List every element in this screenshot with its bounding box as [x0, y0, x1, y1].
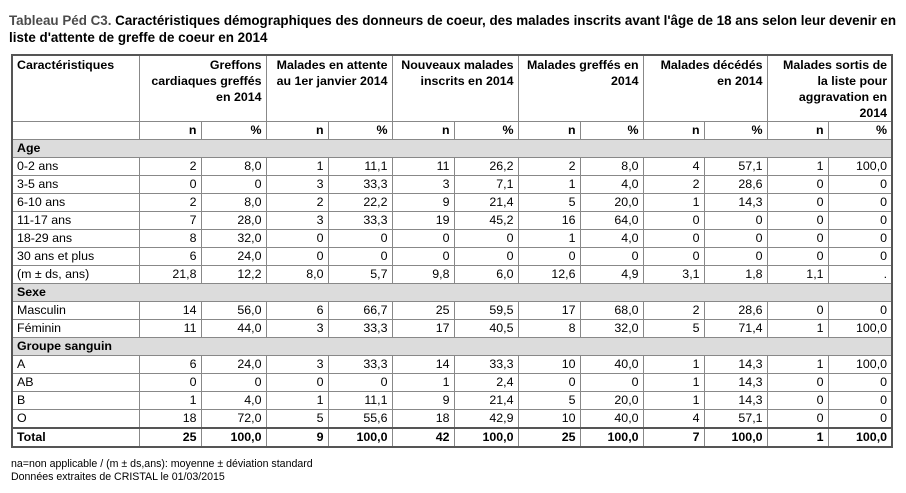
table-cell: 14,3 [704, 392, 767, 410]
table-cell: 33,3 [328, 212, 392, 230]
table-cell: 1,8 [704, 266, 767, 284]
table-cell: 0 [580, 248, 643, 266]
table-cell: 7 [643, 428, 704, 447]
table-cell: 1 [392, 374, 454, 392]
subheader-n: n [643, 122, 704, 140]
row-label: 0-2 ans [12, 158, 139, 176]
table-cell: 0 [580, 374, 643, 392]
table-cell: 0 [328, 374, 392, 392]
table-cell: 100,0 [704, 428, 767, 447]
table-cell: 2 [266, 194, 328, 212]
row-label: Féminin [12, 320, 139, 338]
table-cell: 1 [266, 392, 328, 410]
table-cell: 45,2 [454, 212, 518, 230]
section-title: Sexe [12, 284, 892, 302]
table-cell: 100,0 [828, 428, 892, 447]
column-header-greffes: Malades greffés en 2014 [518, 55, 643, 122]
table-cell: 5,7 [328, 266, 392, 284]
table-cell: 8,0 [580, 158, 643, 176]
table-cell: 0 [518, 248, 580, 266]
table-cell: 5 [518, 194, 580, 212]
table-cell: 68,0 [580, 302, 643, 320]
table-cell: 0 [767, 230, 828, 248]
table-cell: 0 [328, 248, 392, 266]
table-cell: 17 [392, 320, 454, 338]
table-cell: 4,0 [580, 176, 643, 194]
table-cell: 100,0 [328, 428, 392, 447]
table-cell: 6 [266, 302, 328, 320]
table-row [12, 392, 892, 410]
subheader-n: n [392, 122, 454, 140]
row-label: 3-5 ans [12, 176, 139, 194]
table-cell: 0 [828, 374, 892, 392]
table-cell: 1 [518, 176, 580, 194]
table-cell: 21,4 [454, 194, 518, 212]
table-cell: 22,2 [328, 194, 392, 212]
table-cell: 40,0 [580, 410, 643, 429]
table-cell: 19 [392, 212, 454, 230]
table-title [9, 12, 899, 46]
table-cell: 14,3 [704, 194, 767, 212]
table-cell: 8,0 [266, 266, 328, 284]
subheader-n: n [518, 122, 580, 140]
table-cell: 59,5 [454, 302, 518, 320]
table-cell: 11 [139, 320, 201, 338]
table-cell: 1 [139, 392, 201, 410]
table-cell: 3 [266, 320, 328, 338]
table-cell: 2 [643, 302, 704, 320]
table-cell: 0 [767, 248, 828, 266]
table-cell: 17 [518, 302, 580, 320]
subheader-n: n [767, 122, 828, 140]
table-cell: 0 [828, 176, 892, 194]
table-cell: . [828, 266, 892, 284]
table-cell: 3,1 [643, 266, 704, 284]
row-label: 11-17 ans [12, 212, 139, 230]
table-caption: Caractéristiques démographiques des donneurs de coeur, des malades inscrits avant l'âge de 18 ans selon leur devenir en liste d'attente de greffe de coeur en 2014 [9, 13, 897, 45]
table-cell: 1 [767, 158, 828, 176]
row-label: AB [12, 374, 139, 392]
subheader-n: n [139, 122, 201, 140]
table-cell: 11 [392, 158, 454, 176]
table-cell: 25 [139, 428, 201, 447]
row-label: 6-10 ans [12, 194, 139, 212]
table-cell: 32,0 [580, 320, 643, 338]
table-row [12, 374, 892, 392]
table-cell: 9 [392, 194, 454, 212]
row-label: O [12, 410, 139, 429]
table-cell: 0 [454, 230, 518, 248]
table-cell: 66,7 [328, 302, 392, 320]
table-cell: 1 [518, 230, 580, 248]
table-cell: 12,2 [201, 266, 266, 284]
table-cell: 0 [392, 230, 454, 248]
table-row [12, 230, 892, 248]
table-cell: 33,3 [454, 356, 518, 374]
table-cell: 10 [518, 356, 580, 374]
table-cell: 9 [266, 428, 328, 447]
table-cell: 24,0 [201, 356, 266, 374]
table-cell: 0 [328, 230, 392, 248]
table-cell: 0 [704, 230, 767, 248]
table-cell: 55,6 [328, 410, 392, 429]
table-cell: 100,0 [828, 158, 892, 176]
table-cell: 25 [392, 302, 454, 320]
table-cell: 10 [518, 410, 580, 429]
table-cell: 20,0 [580, 194, 643, 212]
table-cell: 42 [392, 428, 454, 447]
table-cell: 0 [767, 410, 828, 429]
table-cell: 0 [643, 230, 704, 248]
table-cell: 9 [392, 392, 454, 410]
table-cell: 4 [643, 410, 704, 429]
table-cell: 7,1 [454, 176, 518, 194]
table-cell: 0 [704, 212, 767, 230]
total-row [12, 428, 892, 447]
table-cell: 3 [266, 356, 328, 374]
table-cell: 14,3 [704, 374, 767, 392]
table-cell: 0 [139, 176, 201, 194]
table-cell: 33,3 [328, 176, 392, 194]
table-cell: 1 [643, 392, 704, 410]
table-cell: 0 [201, 374, 266, 392]
table-cell: 57,1 [704, 158, 767, 176]
column-header-greffons: Greffons cardiaques greffés en 2014 [139, 55, 266, 122]
row-label: Total [12, 428, 139, 447]
table-cell: 44,0 [201, 320, 266, 338]
table-cell: 33,3 [328, 320, 392, 338]
table-cell: 0 [767, 176, 828, 194]
table-cell: 5 [518, 392, 580, 410]
table-cell: 28,0 [201, 212, 266, 230]
row-label: 30 ans et plus [12, 248, 139, 266]
subheader-n: n [266, 122, 328, 140]
table-cell: 6,0 [454, 266, 518, 284]
section-row [12, 284, 892, 302]
table-row [12, 302, 892, 320]
subheader-percent: % [704, 122, 767, 140]
table-cell: 0 [767, 212, 828, 230]
subheader-percent: % [828, 122, 892, 140]
table-cell: 0 [266, 230, 328, 248]
table-cell: 2 [518, 158, 580, 176]
table-cell: 6 [139, 248, 201, 266]
table-cell: 0 [828, 410, 892, 429]
table-cell: 18 [139, 410, 201, 429]
subheader-row [12, 122, 892, 140]
table-cell: 11,1 [328, 158, 392, 176]
table-cell: 3 [266, 176, 328, 194]
table-cell: 33,3 [328, 356, 392, 374]
row-label: (m ± ds, ans) [12, 266, 139, 284]
table-cell: 100,0 [454, 428, 518, 447]
table-cell: 20,0 [580, 392, 643, 410]
table-cell: 2 [139, 158, 201, 176]
column-header-sortis: Malades sortis de la liste pour aggravation en 2014 [767, 55, 892, 122]
table-cell: 42,9 [454, 410, 518, 429]
table-cell: 0 [828, 212, 892, 230]
table-cell: 1 [266, 158, 328, 176]
table-cell: 100,0 [828, 320, 892, 338]
table-cell: 100,0 [201, 428, 266, 447]
table-cell: 1 [643, 194, 704, 212]
table-cell: 100,0 [828, 356, 892, 374]
table-cell: 3 [266, 212, 328, 230]
table-cell: 2 [139, 194, 201, 212]
header-row [12, 55, 892, 122]
table-cell: 0 [828, 302, 892, 320]
section-row [12, 140, 892, 158]
subheader-percent: % [201, 122, 266, 140]
table-cell: 28,6 [704, 176, 767, 194]
table-cell: 0 [266, 374, 328, 392]
subheader-percent: % [580, 122, 643, 140]
table-cell: 71,4 [704, 320, 767, 338]
table-cell: 14 [139, 302, 201, 320]
table-cell: 14 [392, 356, 454, 374]
footnote-abbreviations: na=non applicable / (m ± ds,ans): moyenne ± déviation standard [11, 458, 313, 470]
table-cell: 0 [392, 248, 454, 266]
table-row [12, 212, 892, 230]
subheader-empty [12, 122, 139, 140]
table-cell: 26,2 [454, 158, 518, 176]
table-cell: 8 [518, 320, 580, 338]
table-cell: 1 [767, 428, 828, 447]
table-cell: 0 [518, 374, 580, 392]
table-cell: 40,5 [454, 320, 518, 338]
table-cell: 21,8 [139, 266, 201, 284]
table-number: Tableau Péd C3. [9, 13, 112, 28]
table-cell: 1 [643, 356, 704, 374]
table-cell: 11,1 [328, 392, 392, 410]
table-cell: 25 [518, 428, 580, 447]
table-cell: 0 [266, 248, 328, 266]
table-cell: 8,0 [201, 158, 266, 176]
table-cell: 0 [767, 374, 828, 392]
footnote-source: Données extraites de CRISTAL le 01/03/2015 [11, 471, 225, 483]
table-row [12, 194, 892, 212]
table-cell: 2,4 [454, 374, 518, 392]
table-cell: 0 [454, 248, 518, 266]
table-cell: 4,0 [201, 392, 266, 410]
table-cell: 0 [139, 374, 201, 392]
section-title: Groupe sanguin [12, 338, 892, 356]
table-cell: 16 [518, 212, 580, 230]
table-row [12, 176, 892, 194]
table-cell: 1 [643, 374, 704, 392]
table-row [12, 158, 892, 176]
row-label: 18-29 ans [12, 230, 139, 248]
table-cell: 5 [266, 410, 328, 429]
table-cell: 100,0 [580, 428, 643, 447]
table-cell: 7 [139, 212, 201, 230]
row-label: Masculin [12, 302, 139, 320]
table-cell: 57,1 [704, 410, 767, 429]
data-table [11, 54, 893, 448]
table-row [12, 410, 892, 429]
table-cell: 40,0 [580, 356, 643, 374]
table-cell: 72,0 [201, 410, 266, 429]
table-cell: 0 [828, 230, 892, 248]
table-cell: 0 [643, 212, 704, 230]
table-cell: 0 [704, 248, 767, 266]
table-cell: 6 [139, 356, 201, 374]
table-row [12, 266, 892, 284]
column-header-nouveaux: Nouveaux malades inscrits en 2014 [392, 55, 518, 122]
table-cell: 1 [767, 320, 828, 338]
table-cell: 64,0 [580, 212, 643, 230]
subheader-percent: % [328, 122, 392, 140]
subheader-percent: % [454, 122, 518, 140]
table-cell: 0 [767, 302, 828, 320]
table-cell: 18 [392, 410, 454, 429]
table-row [12, 248, 892, 266]
table-cell: 0 [643, 248, 704, 266]
table-cell: 1 [767, 356, 828, 374]
table-cell: 56,0 [201, 302, 266, 320]
row-label: A [12, 356, 139, 374]
table-cell: 0 [767, 392, 828, 410]
table-cell: 32,0 [201, 230, 266, 248]
column-header-decedes: Malades décédés en 2014 [643, 55, 767, 122]
table-cell: 8,0 [201, 194, 266, 212]
table-cell: 2 [643, 176, 704, 194]
table-cell: 9,8 [392, 266, 454, 284]
table-cell: 4,0 [580, 230, 643, 248]
table-cell: 0 [828, 392, 892, 410]
table-cell: 3 [392, 176, 454, 194]
table-cell: 0 [767, 194, 828, 212]
table-cell: 1,1 [767, 266, 828, 284]
table-cell: 5 [643, 320, 704, 338]
table-cell: 4 [643, 158, 704, 176]
row-label: B [12, 392, 139, 410]
column-header-attente: Malades en attente au 1er janvier 2014 [266, 55, 392, 122]
table-cell: 12,6 [518, 266, 580, 284]
table-cell: 21,4 [454, 392, 518, 410]
table-cell: 8 [139, 230, 201, 248]
table-body [12, 140, 892, 448]
section-title: Age [12, 140, 892, 158]
section-row [12, 338, 892, 356]
table-cell: 14,3 [704, 356, 767, 374]
table-row [12, 320, 892, 338]
footnotes [11, 458, 313, 484]
table-cell: 28,6 [704, 302, 767, 320]
table-cell: 0 [828, 194, 892, 212]
column-header-characteristics: Caractéristiques [12, 55, 139, 122]
table-row [12, 356, 892, 374]
table-cell: 0 [828, 248, 892, 266]
table-cell: 24,0 [201, 248, 266, 266]
table-cell: 0 [201, 176, 266, 194]
table-cell: 4,9 [580, 266, 643, 284]
